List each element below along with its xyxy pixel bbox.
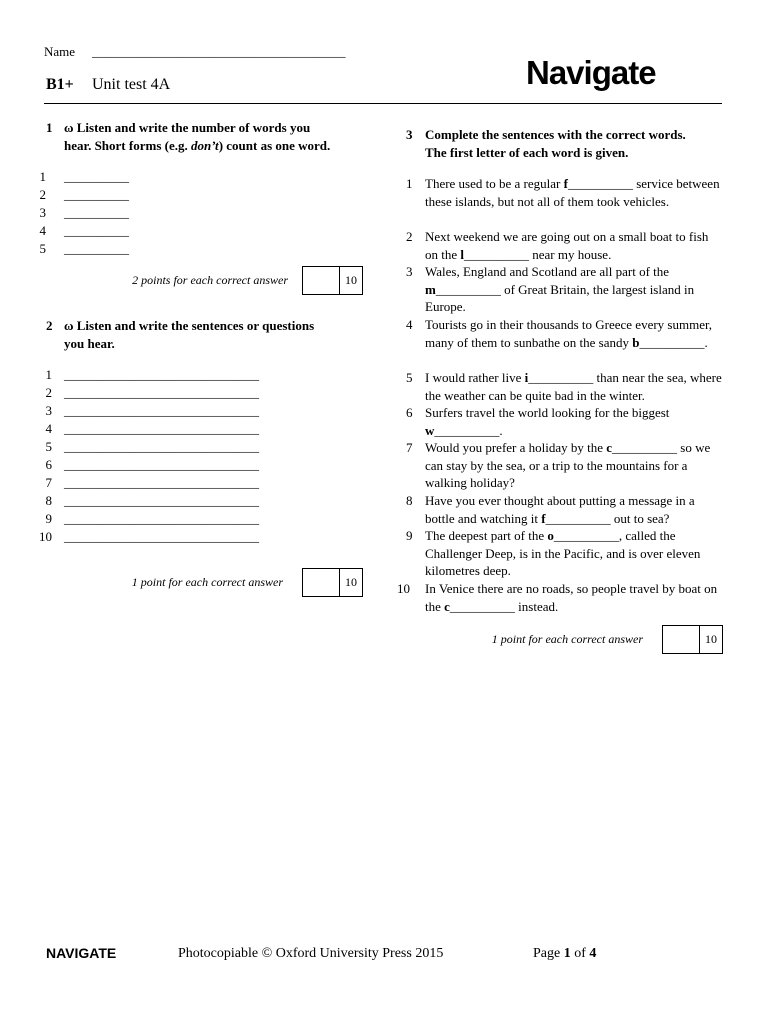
q3-sentence-pre: Would you prefer a holiday by the xyxy=(425,440,607,455)
q3-first-letter: o xyxy=(547,528,554,543)
page-current: 1 xyxy=(563,946,571,961)
q3-points-text: 1 point for each correct answer xyxy=(491,632,643,646)
q3-item-number: 10 xyxy=(397,581,410,596)
q2-item-number: 9 xyxy=(45,511,52,526)
q2-answer-blank[interactable]: ______________________________ xyxy=(64,385,259,400)
page-mid: of xyxy=(570,946,590,961)
q2-item-number: 7 xyxy=(45,475,52,490)
q3-first-letter: c xyxy=(444,598,450,614)
q3-first-letter: w xyxy=(425,422,435,438)
q3-first-letter: f xyxy=(541,510,546,526)
q3-first-letter: m xyxy=(425,281,436,297)
q1-points-text: 2 points for each correct answer xyxy=(132,273,288,287)
q2-score-max: 10 xyxy=(345,575,357,589)
q1-item-number: 5 xyxy=(39,241,46,256)
q3-sentence-text xyxy=(425,580,722,615)
q3-sentence-post: out to sea? xyxy=(610,510,670,526)
q3-sentence-post: . xyxy=(704,334,708,350)
q2-item-number: 6 xyxy=(45,457,52,472)
q3-answer-blank[interactable]: __________ xyxy=(567,176,633,191)
q3-answer-blank[interactable]: __________ xyxy=(464,246,530,262)
page-pre: Page xyxy=(533,946,564,961)
q3-gap[interactable] xyxy=(632,335,704,350)
q2-instruction-a: Listen and write the sentences or questions xyxy=(76,318,315,333)
q3-score-max: 10 xyxy=(705,632,717,646)
q3-gap[interactable] xyxy=(525,370,594,385)
q3-sentence-pre: The deepest part of the xyxy=(425,528,548,543)
q2-instruction-b: you hear. xyxy=(64,336,115,351)
q3-gap[interactable] xyxy=(425,423,499,438)
q3-gap[interactable] xyxy=(606,440,677,455)
q3-item-number: 1 xyxy=(406,176,413,191)
footer-copyright: Photocopiable © Oxford University Press 2015 xyxy=(178,946,444,961)
q2-item-number: 5 xyxy=(45,439,52,454)
q1-item-number: 2 xyxy=(39,187,46,202)
q3-item-number: 6 xyxy=(406,405,413,420)
q1-answer-blank[interactable]: __________ xyxy=(64,169,129,184)
q3-answer-blank[interactable]: __________ xyxy=(553,528,619,543)
q2-answer-blank[interactable]: ______________________________ xyxy=(64,511,259,526)
q3-gap[interactable] xyxy=(541,511,610,526)
q2-item-number: 1 xyxy=(45,367,52,382)
q2-answer-blank[interactable]: ______________________________ xyxy=(64,529,259,544)
footer-brand: NAVIGATE xyxy=(46,945,117,961)
q2-item-number: 3 xyxy=(45,403,52,418)
q3-answer-blank[interactable]: __________ xyxy=(612,440,678,455)
q3-sentence-post: than near the sea, where the weather can be quite bad in the winter. xyxy=(425,370,722,403)
q2-item-number: 8 xyxy=(45,493,52,508)
q3-sentence-text xyxy=(425,175,722,210)
q3-gap[interactable] xyxy=(425,282,501,297)
q3-first-letter: b xyxy=(632,334,640,350)
q1-instruction-example: don’t xyxy=(190,138,219,153)
q3-score-box xyxy=(662,625,723,654)
q3-item-number: 2 xyxy=(406,229,413,244)
q3-instruction-a: Complete the sentences with the correct words. xyxy=(425,127,686,142)
q1-answer-blank[interactable]: __________ xyxy=(64,223,129,238)
q2-item-number: 2 xyxy=(45,385,52,400)
q1-instruction-b-pre: hear. Short forms (e.g. xyxy=(64,138,191,153)
q3-sentence-text xyxy=(425,404,722,439)
page-total: 4 xyxy=(589,946,597,961)
q3-answer-blank[interactable]: __________ xyxy=(545,510,611,526)
q1-score-box xyxy=(302,266,363,295)
q3-item-number: 8 xyxy=(406,493,413,508)
q1-instruction-a: Listen and write the number of words you xyxy=(76,120,311,135)
q1-score-input[interactable] xyxy=(303,267,340,294)
q3-answer-blank[interactable]: __________ xyxy=(435,281,501,297)
q3-sentence-text xyxy=(425,527,722,580)
q3-instruction-b: The first letter of each word is given. xyxy=(425,145,629,160)
q2-answer-blank[interactable]: ______________________________ xyxy=(64,421,259,436)
q3-answer-blank[interactable]: __________ xyxy=(528,370,594,385)
footer-page-number xyxy=(533,946,596,962)
q3-sentence-text xyxy=(425,439,722,492)
q1-item-number: 1 xyxy=(39,169,46,184)
q3-sentence-text xyxy=(425,228,722,263)
q3-item-number: 5 xyxy=(406,370,413,385)
q3-sentence-pre: Surfers travel the world looking for the biggest xyxy=(425,405,670,420)
q3-sentence-post: instead. xyxy=(514,598,559,614)
q3-sentence-pre: There used to be a regular xyxy=(425,176,564,191)
q3-sentence-text xyxy=(425,263,722,316)
q3-sentence-post: , called the Challenger Deep, is in the Pacific, and is over eleven kilometres deep. xyxy=(425,528,701,578)
q3-answer-blank[interactable]: __________ xyxy=(639,334,705,350)
q3-gap[interactable] xyxy=(547,528,619,543)
q2-answer-blank[interactable]: ______________________________ xyxy=(64,403,259,418)
q2-score-input[interactable] xyxy=(303,569,340,596)
q3-sentence-pre: Next weekend we are going out on a small boat to fish on the xyxy=(425,229,709,262)
q2-answer-blank[interactable]: ______________________________ xyxy=(64,367,259,382)
q1-answer-blank[interactable]: __________ xyxy=(64,187,129,202)
q2-points-text: 1 point for each correct answer xyxy=(131,575,283,589)
q2-answer-blank[interactable]: ______________________________ xyxy=(64,493,259,508)
q3-gap[interactable] xyxy=(564,176,633,191)
q1-answer-blank[interactable]: __________ xyxy=(64,241,129,256)
q1-item-number: 3 xyxy=(39,205,46,220)
q3-item-number: 9 xyxy=(406,528,413,543)
q1-item-number: 4 xyxy=(39,223,46,238)
q1-number: 1 xyxy=(46,120,53,135)
q3-sentence-pre: Tourists go in their thousands to Greece every summer, many of them to sunbathe on the sandy xyxy=(425,317,713,350)
q2-item-number: 10 xyxy=(39,529,52,544)
q3-sentence-post: near my house. xyxy=(529,246,612,262)
q3-number: 3 xyxy=(406,127,413,142)
q2-score-box xyxy=(302,568,363,597)
header-divider xyxy=(44,103,722,104)
q3-sentence-post: of Great Britain, the largest island in Europe. xyxy=(425,281,695,314)
q2-item-number: 4 xyxy=(45,421,52,436)
q3-sentence-pre: Have you ever thought about putting a message in a bottle and watching it xyxy=(425,493,695,526)
q2-answer-blank[interactable]: ______________________________ xyxy=(64,457,259,472)
q3-first-letter: i xyxy=(524,370,529,385)
q1-instruction xyxy=(64,119,374,155)
name-field-line[interactable]: _______________________________________ xyxy=(92,44,346,59)
q3-sentence-pre: I would rather live xyxy=(425,370,525,385)
q3-item-number: 4 xyxy=(406,317,413,332)
q3-instruction xyxy=(425,126,725,162)
q3-sentence-post: service between these islands, but not all of them took vehicles. xyxy=(425,176,720,209)
q2-instruction xyxy=(64,317,374,353)
q3-first-letter: c xyxy=(606,440,613,455)
q3-item-number: 3 xyxy=(406,264,413,279)
q2-answer-blank[interactable]: ______________________________ xyxy=(64,439,259,454)
q3-sentence-pre: In Venice there are no roads, so people travel by boat on the xyxy=(425,581,718,614)
q2-answer-blank[interactable]: ______________________________ xyxy=(64,475,259,490)
q3-answer-blank[interactable]: __________ xyxy=(449,598,515,614)
q3-gap[interactable] xyxy=(444,599,515,614)
level-label: B1+ xyxy=(46,76,74,93)
test-title: Unit test 4A xyxy=(92,76,171,93)
q3-sentence-pre: Wales, England and Scotland are all part of the xyxy=(425,264,670,279)
q1-instruction-b-post: ) count as one word. xyxy=(218,138,331,153)
q3-sentence-post: so we can stay by the sea, or a trip to the mountains for a walking holiday? xyxy=(425,440,711,490)
q3-first-letter: l xyxy=(460,246,465,262)
q1-score-max: 10 xyxy=(345,273,357,287)
q3-gap[interactable] xyxy=(460,247,529,262)
q3-first-letter: f xyxy=(563,176,568,191)
q3-sentence-text xyxy=(425,369,722,404)
q3-sentence-post: . xyxy=(499,422,503,438)
q3-score-input[interactable] xyxy=(663,626,700,653)
navigate-logo: Navigate xyxy=(526,54,656,91)
q1-answer-blank[interactable]: __________ xyxy=(64,205,129,220)
q3-sentence-text xyxy=(425,316,722,351)
q3-item-number: 7 xyxy=(406,440,413,455)
audio-icon: ω xyxy=(64,318,74,333)
q2-number: 2 xyxy=(46,318,53,333)
name-label: Name xyxy=(44,44,76,59)
q3-sentence-text xyxy=(425,492,722,527)
q3-answer-blank[interactable]: __________ xyxy=(434,422,500,438)
audio-icon: ω xyxy=(64,120,74,135)
